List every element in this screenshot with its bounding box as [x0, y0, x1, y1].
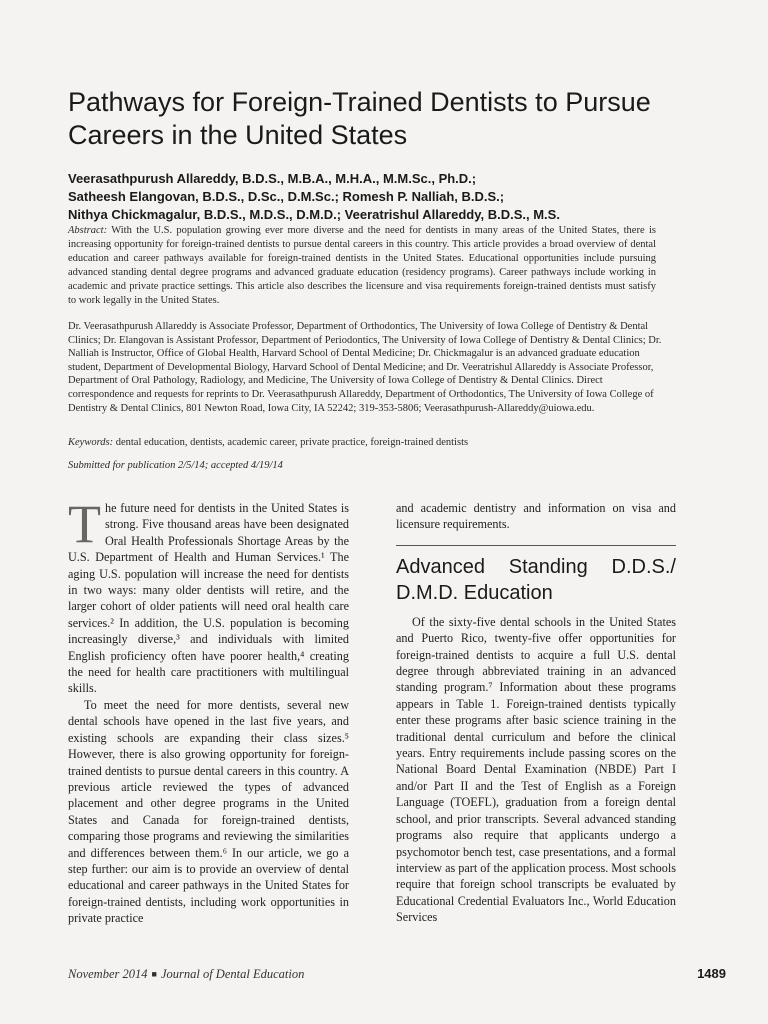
body-paragraph	[68, 494, 349, 697]
body-column-right	[396, 500, 676, 926]
drop-cap: T	[68, 494, 101, 554]
running-footer	[68, 967, 304, 982]
body-column-left	[68, 494, 349, 927]
author-line: Satheesh Elangovan, B.D.S., D.Sc., D.M.Sc.; Romesh P. Nalliah, B.D.S.;	[68, 189, 505, 204]
author-affiliations: Dr. Veerasathpurush Allareddy is Associate Professor, Department of Orthodontics, The University of Iowa College of Dentistry & Dental Clinics; Dr. Elangovan is Assistant Professor, Department of Periodontics, The University of Iowa College of Dentistry & Dental Clinics; Dr. Nalliah is Instructor, Office of Global Health, Harvard School of Dental Medicine; Dr. Chickmagalur is an advanced graduate education student, Department of Developmental Biology, Harvard School of Dental Medicine; and Dr. Veeratrishul Allareddy is Associate Professor, Department of Oral Pathology, Radiology, and Medicine, The University of Iowa College of Dentistry & Dental Clinics. Direct correspondence and requests for reprints to Dr. Veerasathpurush Allareddy, Department of Orthodontics, The University of Iowa College of Dentistry & Dental Clinics, 801 Newton Road, Iowa City, IA 52242; 319-353-5806; Veerasathpurush-Allareddy@uiowa.edu.	[68, 321, 662, 414]
body-paragraph: To meet the need for more dentists, several new dental schools have opened in the last five years, and existing schools are expanding their class sizes.⁵ However, there is also growing opportunity for foreign-trained dentists to pursue dental careers in this country. A previous article reviewed the types of advanced placement and other degree programs in the United States and Canada for foreign-trained dentists, comparing those programs and reviewing the similarities and differences between them.⁶ In our article, we go a step further: our aim is to provide an overview of dental educational and career pathways in the United States for foreign-trained dentists, including work opportunities in private practice	[68, 697, 349, 926]
author-list	[68, 170, 708, 224]
keywords-label: Keywords:	[68, 437, 114, 448]
body-paragraph: Of the sixty-five dental schools in the United States and Puerto Rico, twenty-five offer opportunities for foreign-trained dentists to acquire a full U.S. dental degree through abbreviated training in an advanced standing program.⁷ Information about these programs appears in Table 1. Foreign-trained dentists typically enter these programs after basic science training in the traditional dental curriculum and before the clinical years. Entry requirements include passing scores on the National Board Dental Examination (NBDE) Part I and/or Part II and the Test of English as a Foreign Language (TOEFL), graduation from a foreign dental school, and prior transcripts. Several advanced standing programs also require that applicants undergo a psychomotor bench test, case presentations, and a formal interview as part of the application process. Most schools require that foreign school transcripts be evaluated by Educational Credential Evaluators Inc., World Education Services	[396, 614, 676, 925]
abstract	[68, 224, 656, 309]
abstract-label: Abstract:	[68, 225, 108, 236]
section-heading: Advanced Standing D.D.S./ D.M.D. Education	[396, 555, 676, 604]
section-divider	[396, 545, 676, 546]
submission-dates: Submitted for publication 2/5/14; accepted 4/19/14	[68, 460, 283, 471]
abstract-text: With the U.S. population growing ever more diverse and the need for dentists in many areas of the United States, there is increasing opportunity for foreign-trained dentists to pursue dental careers in this country. This article provides a broad overview of dental education and career pathways available for foreign-trained dentists in the United States. Educational opportunities include pursuing advanced standing dental degree programs and advanced graduate education (residency programs). Career pathways include working in academic and private practice settings. This article also describes the licensure and visa requirements foreign-trained dentists must satisfy to work legally in the United States.	[68, 225, 656, 307]
footer-separator: ■	[151, 969, 157, 979]
page-number: 1489	[697, 966, 726, 981]
paragraph-text: he future need for dentists in the United States is strong. Five thousand areas have been designated Oral Health Professionals Shortage Areas by the U.S. Department of Health and Human Services.¹ The aging U.S. population will increase the need for dentists in two ways: many older dentists will retire, and the larger cohort of older patients will need oral health care services.² In addition, the U.S. population is becoming increasingly diverse,³ and individuals with limited English proficiency often have poorer health,⁴ creating the need for health care practitioners with multilingual skills.	[68, 501, 349, 696]
author-line: Nithya Chickmagalur, B.D.S., M.D.S., D.M.D.; Veeratrishul Allareddy, B.D.S., M.S.	[68, 207, 560, 222]
body-paragraph: and academic dentistry and information on visa and licensure requirements.	[396, 501, 676, 532]
journal-name: Journal of Dental Education	[160, 967, 305, 981]
issue-date: November 2014	[68, 967, 148, 981]
article-title: Pathways for Foreign-Trained Dentists to Pursue Careers in the United States	[68, 87, 651, 150]
keywords-text: dental education, dentists, academic career, private practice, foreign-trained dentists	[113, 437, 469, 448]
keywords	[68, 436, 668, 450]
author-line: Veerasathpurush Allareddy, B.D.S., M.B.A., M.H.A., M.M.Sc., Ph.D.;	[68, 171, 477, 186]
